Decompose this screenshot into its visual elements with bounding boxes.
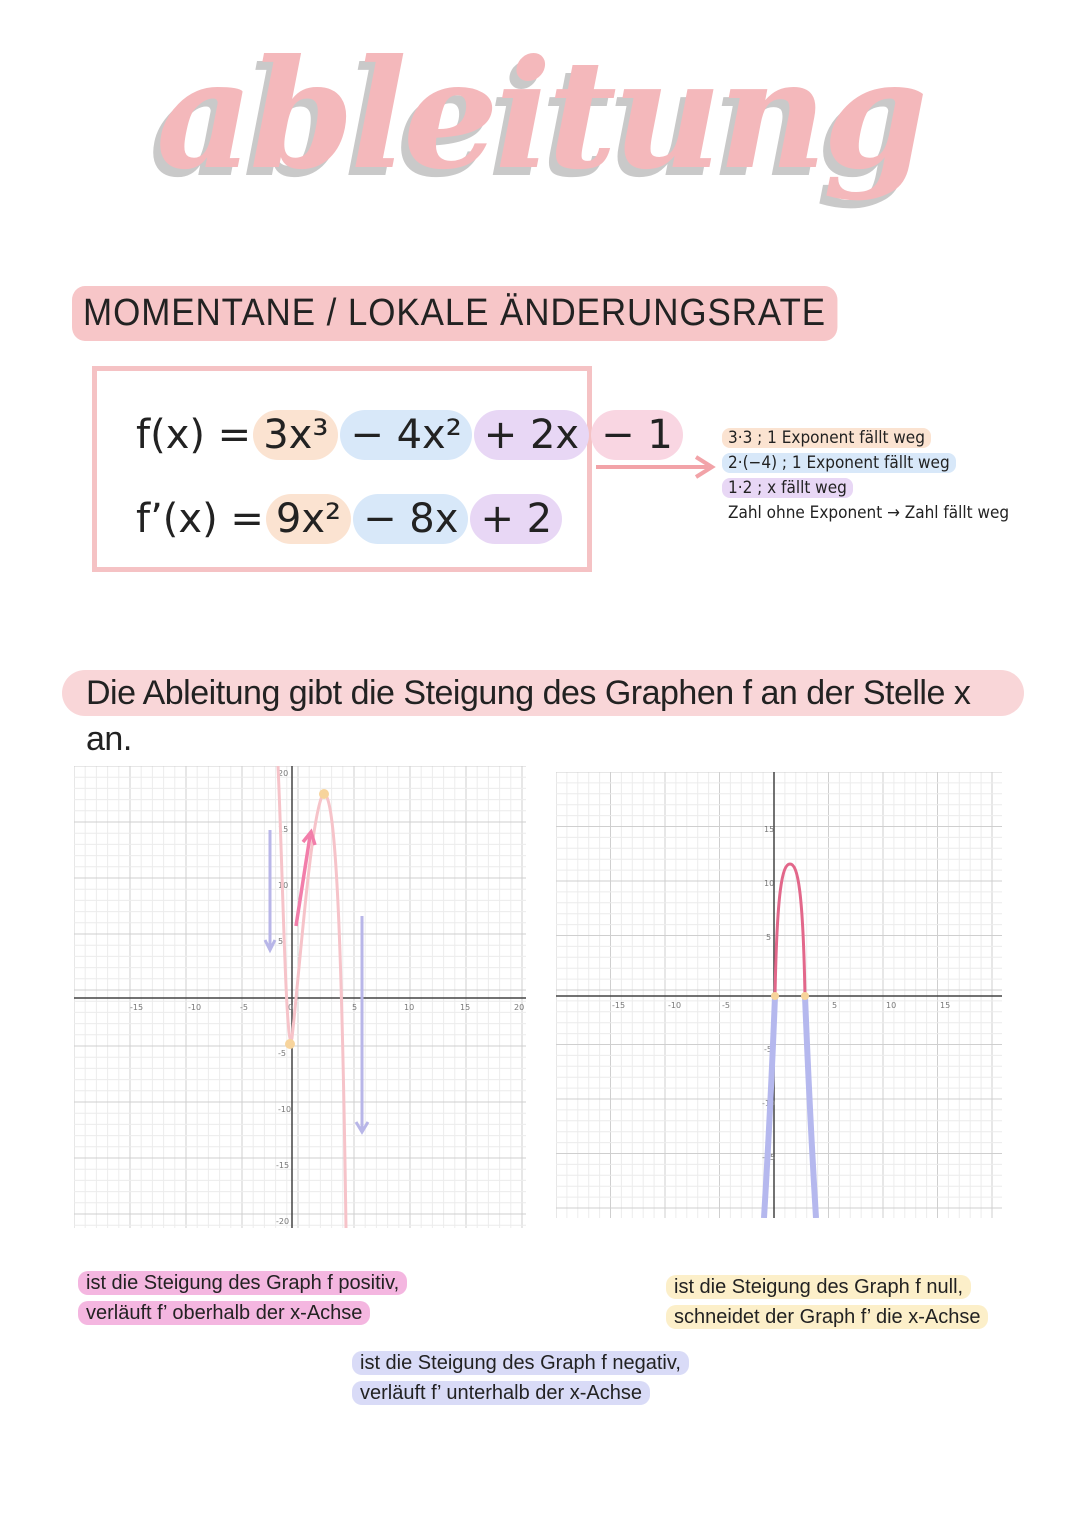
function-fprime-prefix: f’(x) = [136, 496, 264, 542]
caption-negative [352, 1348, 689, 1408]
x-tick: 15 [940, 1001, 951, 1010]
maximum-point [319, 789, 329, 799]
zero-point-left [771, 992, 779, 1000]
rule-4: Zahl ohne Exponent → Zahl fällt weg [728, 503, 1010, 523]
caption-positive [78, 1268, 407, 1328]
derivation-rules [722, 426, 1015, 526]
term-3x3: 3x³ [253, 410, 338, 460]
graph-f [74, 766, 526, 1228]
function-fprime [136, 494, 562, 544]
x-tick: 0 [288, 1003, 294, 1012]
graph-fprime-x-ticks [612, 1001, 950, 1010]
y-tick: 10 [278, 881, 289, 890]
section-heading: MOMENTANE / LOKALE ÄNDERUNGSRATE [72, 286, 837, 341]
term-minus-1: − 1 [591, 410, 683, 460]
x-tick: -10 [668, 1001, 682, 1010]
term-plus-2x: + 2x [474, 410, 589, 460]
y-tick: -20 [276, 1217, 290, 1226]
rule-1: 3·3 ; 1 Exponent fällt weg [722, 428, 931, 448]
x-tick: -5 [722, 1001, 730, 1010]
y-tick: -15 [276, 1161, 290, 1170]
page-title: ableitung [156, 27, 924, 203]
y-tick: 20 [278, 769, 289, 778]
x-tick: 5 [832, 1001, 838, 1010]
function-f-prefix: f(x) = [136, 412, 252, 458]
y-tick: 5 [278, 937, 284, 946]
x-tick: -15 [612, 1001, 626, 1010]
caption-positive-line2: verläuft f’ oberhalb der x-Achse [78, 1301, 370, 1325]
term-plus-2: + 2 [470, 494, 562, 544]
arrow-icon [596, 452, 720, 482]
x-tick: 10 [886, 1001, 897, 1010]
x-tick: 10 [404, 1003, 415, 1012]
caption-zero [666, 1272, 988, 1332]
derivative-statement: Die Ableitung gibt die Steigung des Graphen f an der Stelle x an. [62, 670, 1024, 716]
caption-zero-line2: schneidet der Graph f’ die x-Achse [666, 1305, 988, 1329]
y-tick: -10 [278, 1105, 292, 1114]
zero-point-right [801, 992, 809, 1000]
caption-positive-line1: ist die Steigung des Graph f positiv, [78, 1271, 407, 1295]
x-tick: 5 [352, 1003, 358, 1012]
rule-3: 1·2 ; x fällt weg [722, 478, 853, 498]
y-tick: -5 [278, 1049, 286, 1058]
y-tick: 15 [278, 825, 289, 834]
caption-negative-line2: verläuft f’ unterhalb der x-Achse [352, 1381, 650, 1405]
caption-negative-line1: ist die Steigung des Graph f negativ, [352, 1351, 689, 1375]
graph-fprime-grid [556, 772, 1002, 1218]
y-tick: 10 [764, 879, 775, 888]
caption-zero-line1: ist die Steigung des Graph f null, [666, 1275, 971, 1299]
rule-2: 2·(−4) ; 1 Exponent fällt weg [722, 453, 956, 473]
graph-f-x-ticks [130, 1003, 524, 1012]
graph-fprime-positive-part [775, 864, 805, 996]
y-tick: -5 [764, 1045, 772, 1054]
y-tick: 5 [766, 933, 772, 942]
term-minus-8x: − 8x [353, 494, 468, 544]
y-tick: -10 [762, 1099, 776, 1108]
term-minus-4x2: − 4x² [340, 410, 471, 460]
x-tick: 20 [514, 1003, 525, 1012]
y-tick: 15 [764, 825, 775, 834]
term-9x2: 9x² [266, 494, 351, 544]
x-tick: -5 [240, 1003, 248, 1012]
x-tick: -10 [188, 1003, 202, 1012]
x-tick: 15 [460, 1003, 471, 1012]
graph-f-grid [74, 766, 526, 1228]
x-tick: -15 [130, 1003, 144, 1012]
graph-fprime [556, 772, 1002, 1218]
minimum-point [285, 1039, 295, 1049]
y-tick: -15 [762, 1153, 776, 1162]
